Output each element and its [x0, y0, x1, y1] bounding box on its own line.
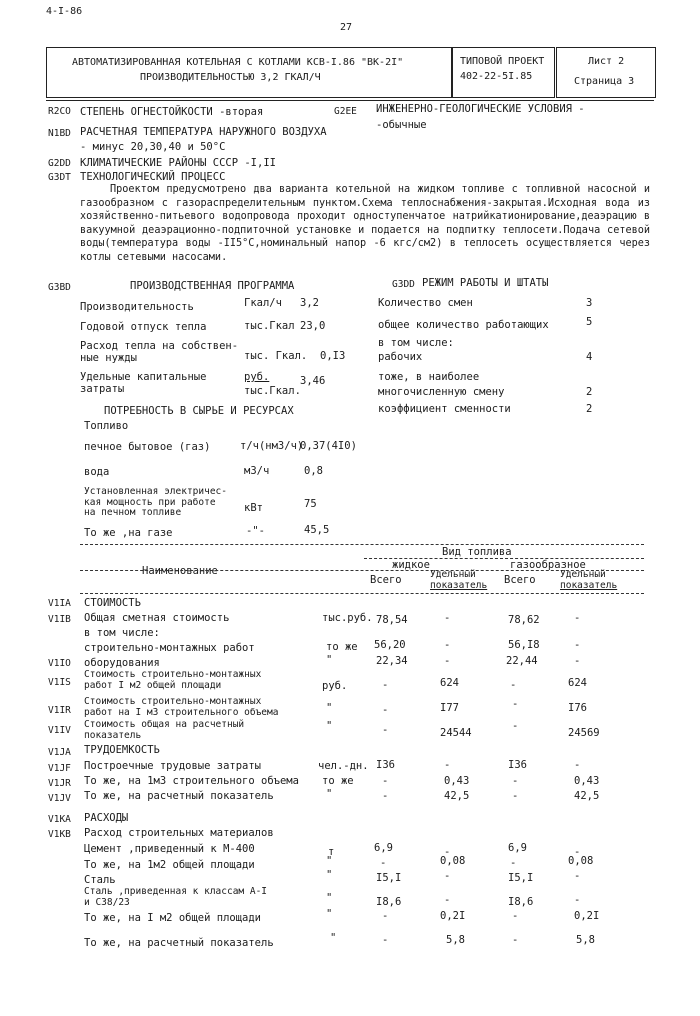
row-liquid-specific: -	[444, 870, 451, 882]
row-unit: т	[328, 846, 335, 858]
staff-value: 3	[586, 297, 593, 309]
gas-unit: т/ч(нм3/ч)	[240, 440, 304, 452]
geology-line1: ИНЖЕНЕРНО-ГЕОЛОГИЧЕСКИЕ УСЛОВИЯ -	[376, 103, 585, 115]
staff-value: 2	[586, 386, 593, 398]
row-name: СТОИМОСТЬ	[84, 597, 141, 609]
row-name: в том числе:	[84, 627, 160, 639]
program-row-unit: руб.	[244, 371, 270, 383]
fire-resistance: СТЕПЕНЬ ОГНЕСТОЙКОСТИ -вторая	[80, 106, 264, 118]
row-name: То же, на 1м3 строительного объема	[84, 775, 299, 787]
program-row-value: 0,I3	[320, 350, 346, 362]
row-gaseous-total: I36	[508, 759, 527, 771]
gas2-unit: -"-	[246, 525, 265, 537]
row-unit: "	[326, 869, 333, 881]
water-unit: м3/ч	[244, 465, 270, 477]
row-code: V1JF	[48, 763, 71, 774]
column-fuel-type: Вид топлива	[442, 546, 512, 558]
code-program: G3BD	[48, 282, 71, 293]
program-row-unit: тыс. Гкал.	[244, 350, 308, 362]
fuel-label: Топливо	[84, 420, 129, 432]
geology-line2: -обычные	[376, 119, 427, 131]
staff-value: 2	[586, 403, 593, 415]
program-row-unit-denominator: тыс.Гкал.	[244, 385, 301, 397]
row-liquid-total: I5,I	[376, 872, 402, 884]
program-row-label: Расход тепла на собствен-	[80, 340, 239, 352]
program-row-unit: тыс.Гкал	[244, 320, 295, 332]
power-label-line3: на печном топливе	[84, 507, 182, 518]
staff-value: 5	[586, 316, 593, 328]
row-gaseous-specific: -	[574, 894, 581, 906]
gas-value: 0,37(4I0)	[300, 440, 357, 452]
row-liquid-total: -	[382, 724, 389, 736]
row-code: V1IA	[48, 598, 71, 609]
row-liquid-specific: -	[444, 612, 451, 624]
column-liquid-total: Всего	[370, 574, 402, 586]
row-liquid-total: -	[382, 704, 389, 716]
temperature-line1: РАСЧЕТНАЯ ТЕМПЕРАТУРА НАРУЖНОГО ВОЗДУХА	[80, 126, 327, 138]
program-row-label: Годовой отпуск тепла	[80, 321, 207, 333]
row-liquid-specific: 0,43	[444, 775, 470, 787]
staff-label: тоже, в наиболее	[378, 371, 480, 383]
row-unit: тыс.руб.	[322, 612, 373, 624]
row-code: V1IV	[48, 725, 71, 736]
row-gaseous-specific: -	[574, 759, 581, 771]
row-gaseous-specific: 24569	[568, 727, 600, 739]
row-liquid-specific: -	[444, 639, 451, 651]
code-geo: G2EE	[334, 106, 357, 117]
program-row-label: Производительность	[80, 301, 194, 313]
row-code: V1JR	[48, 778, 71, 789]
row-gaseous-specific: 0,43	[574, 775, 600, 787]
staff-label: в том числе:	[378, 337, 454, 349]
project-number: 402-22-5I.85	[460, 71, 533, 82]
code-temp: N1BD	[48, 128, 71, 139]
resources-title: ПОТРЕБНОСТЬ В СЫРЬЕ И РЕСУРСАХ	[104, 405, 294, 417]
table-top-rule	[80, 544, 644, 545]
row-liquid-total: -	[382, 910, 389, 922]
row-unit: "	[326, 855, 333, 867]
row-name: ТРУДОЕМКОСТЬ	[84, 744, 160, 756]
sheet-box	[556, 47, 656, 98]
row-gaseous-total: 22,44	[506, 655, 538, 667]
row-code: V1JV	[48, 793, 71, 804]
row-name: То же, на расчетный показатель	[84, 937, 274, 949]
row-name: То же, на I м2 общей площади	[84, 912, 262, 924]
staff-label: Количество смен	[378, 297, 473, 309]
row-gaseous-total: -	[512, 934, 519, 946]
row-liquid-specific: 24544	[440, 727, 472, 739]
row-name-cont: показатель	[84, 730, 142, 741]
row-liquid-specific: 624	[440, 677, 459, 689]
row-unit: то же	[326, 641, 358, 653]
row-gaseous-total: -	[512, 790, 519, 802]
gas-label: печное бытовое (газ)	[84, 441, 211, 453]
row-liquid-total: -	[382, 775, 389, 787]
temperature-line2: - минус 20,30,40 и 50°С	[80, 141, 226, 153]
water-label: вода	[84, 466, 110, 478]
row-name: Общая сметная стоимость	[84, 612, 230, 624]
row-name: Стоимость строительно-монтажных	[84, 696, 262, 707]
row-name: Сталь ,приведенная к классам А-I	[84, 886, 268, 897]
row-gaseous-total: 78,62	[508, 614, 540, 626]
page-label: Страница 3	[574, 76, 635, 87]
sheet-label: Лист 2	[588, 56, 625, 67]
row-gaseous-specific: -	[574, 655, 581, 667]
row-gaseous-total: I5,I	[508, 872, 534, 884]
row-code: V1KA	[48, 814, 71, 825]
power-value: 75	[304, 498, 317, 510]
row-gaseous-specific: 42,5	[574, 790, 600, 802]
program-row-value: 3,46	[300, 375, 326, 387]
row-unit: то же	[322, 775, 354, 787]
column-name: Наименование	[142, 565, 218, 577]
header-title-line1: АВТОМАТИЗИРОВАННАЯ КОТЕЛЬНАЯ С КОТЛАМИ КСВ-I.86 "ВК-2I"	[72, 57, 404, 68]
code-fire: R2CO	[48, 106, 71, 117]
row-gaseous-total: -	[512, 720, 519, 732]
row-liquid-specific: -	[444, 894, 451, 906]
row-unit: "	[326, 702, 333, 714]
row-unit: "	[326, 908, 333, 920]
program-title: ПРОИЗВОДСТВЕННАЯ ПРОГРАММА	[130, 280, 295, 292]
program-row-label-cont: ные нужды	[80, 352, 137, 364]
row-liquid-specific: -	[444, 655, 451, 667]
code-staff: G3DD	[392, 279, 415, 290]
row-name: РАСХОДЫ	[84, 812, 129, 824]
power-label-line2: кая мощность при работе	[84, 497, 216, 508]
power-unit: кВт	[244, 502, 263, 514]
row-code: V1IR	[48, 705, 71, 716]
row-code: V1IB	[48, 614, 71, 625]
row-name: Расход строительных материалов	[84, 827, 274, 839]
row-liquid-specific: 42,5	[444, 790, 470, 802]
staff-label: многочисленную смену	[378, 386, 505, 398]
row-name: Цемент ,приведенный к М-400	[84, 843, 255, 855]
row-gaseous-specific: I76	[568, 702, 587, 714]
row-gaseous-specific: -	[574, 639, 581, 651]
process-description: Проектом предусмотрено два варианта котельной на жидком топливе с топливной насосной и газообразном с газораспределительным пунктом.Схема теплоснабжения-закрытая.Исходная вода из хозяйственно-питьевого водопровода проходит одноступенчатое натрийкатионирование,деаэрацию в вакуумной деаэрационно-подпиточной установке и подается на подпитку теплосети.Подача сетевой воды(температура воды -II5°С,номинальный напор -6 кгс/см2) в теплосеть осуществляется через котлы сетевыми насосами.	[80, 184, 650, 263]
row-liquid-total: 22,34	[376, 655, 408, 667]
row-gaseous-total: -	[512, 910, 519, 922]
program-row-value: 23,0	[300, 320, 326, 332]
staff-title: РЕЖИМ РАБОТЫ И ШТАТЫ	[422, 277, 549, 289]
row-name-cont: работ I м2 общей площади	[84, 680, 222, 691]
row-code: V1KB	[48, 829, 71, 840]
column-liquid: жидкое	[392, 559, 430, 571]
program-row-unit: Гкал/ч	[244, 297, 282, 309]
row-unit: руб.	[322, 680, 348, 692]
row-liquid-total: -	[382, 679, 389, 691]
program-row-label: Удельные капитальные	[80, 371, 207, 383]
row-unit: "	[326, 720, 333, 732]
row-liquid-total: 56,20	[374, 639, 406, 651]
power-label-line1: Установленная электричес-	[84, 486, 227, 497]
row-code: V1IS	[48, 677, 71, 688]
row-code: V1JA	[48, 747, 71, 758]
process-heading: ТЕХНОЛОГИЧЕСКИЙ ПРОЦЕСС	[80, 171, 226, 183]
row-liquid-specific: 0,2I	[440, 910, 466, 922]
water-value: 0,8	[304, 465, 323, 477]
row-gaseous-specific: -	[574, 612, 581, 624]
row-gaseous-specific: 5,8	[576, 934, 595, 946]
row-liquid-total: -	[380, 857, 387, 869]
row-liquid-total: I8,6	[376, 896, 402, 908]
row-gaseous-total: -	[512, 775, 519, 787]
gas2-value: 45,5	[304, 524, 330, 536]
row-unit: "	[326, 654, 333, 666]
row-gaseous-total: -	[512, 698, 519, 710]
column-gaseous: газообразное	[510, 559, 586, 571]
column-gaseous-total: Всего	[504, 574, 536, 586]
table-header-bottom-rule	[80, 593, 644, 594]
row-liquid-specific: 0,08	[440, 855, 466, 867]
gas2-label: То же ,на газе	[84, 527, 173, 539]
row-code: V1IO	[48, 658, 71, 669]
row-gaseous-specific: 0,2I	[574, 910, 600, 922]
row-name: Сталь	[84, 874, 116, 886]
row-liquid-specific: -	[444, 846, 451, 858]
program-row-label-cont: затраты	[80, 383, 125, 395]
row-gaseous-specific: 624	[568, 677, 587, 689]
row-name: То же, на расчетный показатель	[84, 790, 274, 802]
column-liquid-specific-2: показатель	[430, 580, 488, 591]
doc-number: 4-I-86	[46, 6, 83, 17]
row-name: Построечные трудовые затраты	[84, 760, 262, 772]
row-gaseous-total: -	[510, 857, 517, 869]
staff-label: общее количество работающих	[378, 319, 549, 331]
column-gaseous-specific-2: показатель	[560, 580, 618, 591]
row-liquid-total: 78,54	[376, 614, 408, 626]
row-gaseous-specific: -	[574, 870, 581, 882]
code-process: G3DT	[48, 172, 71, 183]
page-number: 27	[340, 22, 353, 33]
row-liquid-total: I36	[376, 759, 395, 771]
staff-value: 4	[586, 351, 593, 363]
row-name-cont: и С38/23	[84, 897, 130, 908]
row-gaseous-total: -	[510, 679, 517, 691]
header-rule	[46, 100, 654, 101]
project-label: ТИПОВОЙ ПРОЕКТ	[460, 56, 545, 67]
row-gaseous-total: 6,9	[508, 842, 527, 854]
row-unit: "	[326, 892, 333, 904]
row-unit: "	[330, 932, 337, 944]
row-gaseous-total: I8,6	[508, 896, 534, 908]
staff-label: рабочих	[378, 351, 423, 363]
row-liquid-specific: I77	[440, 702, 459, 714]
row-liquid-specific: -	[444, 759, 451, 771]
row-gaseous-total: 56,I8	[508, 639, 540, 651]
column-liquid-specific: Удельный	[430, 569, 476, 580]
row-liquid-total: 6,9	[374, 842, 393, 854]
row-unit: чел.-дн.	[318, 760, 369, 772]
row-name: Стоимость строительно-монтажных	[84, 669, 262, 680]
row-liquid-total: -	[382, 934, 389, 946]
program-row-value: 3,2	[300, 297, 319, 309]
column-gaseous-specific: Удельный	[560, 569, 606, 580]
row-liquid-total: -	[382, 790, 389, 802]
row-name: То же, на 1м2 общей площади	[84, 859, 255, 871]
row-gaseous-specific: -	[574, 846, 581, 858]
staff-label: коэффициент сменности	[378, 403, 511, 415]
climate-regions: КЛИМАТИЧЕСКИЕ РАЙОНЫ СССР -I,II	[80, 157, 276, 169]
row-unit: "	[326, 788, 333, 800]
row-name: оборудования	[84, 657, 160, 669]
row-name: Стоимость общая на расчетный	[84, 719, 245, 730]
code-climate: G2DD	[48, 158, 71, 169]
row-name-cont: работ на I м3 строительного объема	[84, 707, 279, 718]
row-name: строительно-монтажных работ	[84, 642, 255, 654]
row-liquid-specific: 5,8	[446, 934, 465, 946]
header-title-line2: ПРОИЗВОДИТЕЛЬНОСТЬЮ 3,2 ГКАЛ/Ч	[140, 72, 321, 83]
row-gaseous-specific: 0,08	[568, 855, 594, 867]
